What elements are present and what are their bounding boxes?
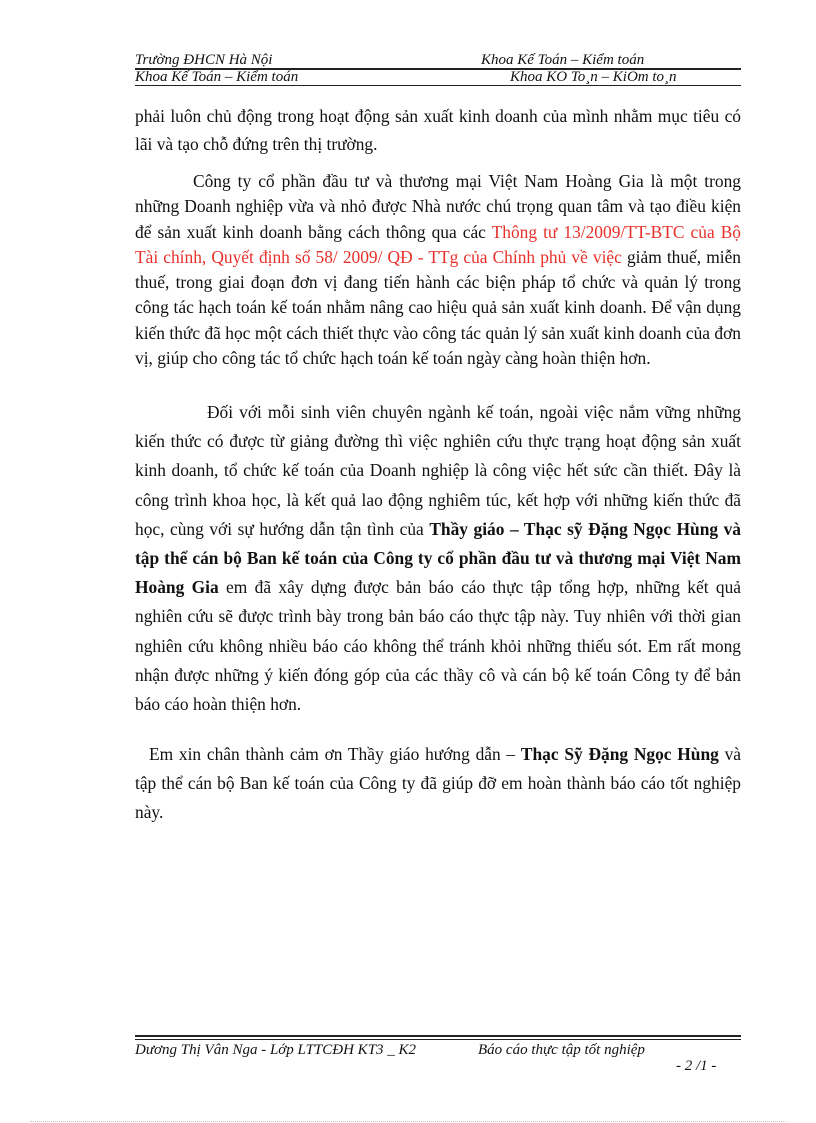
header-school: Trường ĐHCN Hà Nội: [135, 52, 273, 68]
paragraph-3-text-b: em đã xây dựng được bản báo cáo thực tập tổng hợp, những kết quả nghiên cứu sẽ được trình bày trong bản báo cáo thực tập này. Tuy nhiên với thời gian nghiên cứu không nhiều báo cáo không thể tránh khỏi những thiếu sót. Em rất mong nhận được những ý kiến đóng góp của các thầy cô và cán bộ kế toán Công ty để bản báo cáo hoàn thiện hơn.: [135, 577, 742, 715]
advisor-name: Thạc Sỹ Đặng Ngọc Hùng: [520, 744, 719, 764]
header-department: Khoa Kế Toán – Kiểm toán: [481, 52, 645, 68]
header-department-right: Khoa KÕ To¸n – KiÓm to¸n: [510, 69, 677, 85]
page-edge-dotted: [30, 1121, 786, 1122]
paragraph-2: [135, 169, 741, 371]
paragraph-2-text-a: Công ty cổ phần đầu tư và thương mại Việt Nam Hoàng Gia là một trong những Doanh nghiệp vừa và nhỏ được Nhà nước chú trọng quan tâm và tạo điều kiện để sản xuất kinh doanh bằng cách thông qua các: [135, 171, 741, 242]
advisor-credit: Thầy giáo – Thạc sỹ Đặng Ngọc Hùng và tập thể cán bộ Ban kế toán của Công ty cổ phần đầu tư và thương mại Việt Nam Hoàng Gia: [135, 518, 742, 598]
paragraph-3-text-a: Đối với mỗi sinh viên chuyên ngành kế toán, ngoài việc nắm vững những kiến thức có được từ giảng đường thì việc nghiên cứu thực trạng hoạt động sản xuất kinh doanh, tổ chức kế toán của Doanh nghiệp là công việc hết sức cần thiết. Đây là công trình khoa học, là kết quả lao động nghiêm túc, kết hợp với những kiến thức đã học, cùng với sự hướng dẫn tận tình của: [135, 402, 741, 539]
paragraph-1: phải luôn chủ động trong hoạt động sản xuất kinh doanh của mình nhằm mục tiêu có lãi và tạo chỗ đứng trên thị trường.: [135, 106, 741, 154]
paragraph-2-text-b: giảm thuế, miễn thuế, trong giai đoạn đơn vị đang tiến hành các biện pháp tổ chức và quản lý trong công tác hạch toán kế toán nhằm nâng cao hiệu quả sản xuất kinh doanh. Để vận dụng kiến thức đã học một cách thiết thực vào công tác quản lý sản xuất kinh doanh của đơn vị, giúp cho công tác tổ chức hạch toán kế toán ngày càng hoàn thiện hơn.: [135, 246, 741, 369]
footer-rule-bottom: [135, 1039, 741, 1040]
regulation-reference: Thông tư 13/2009/TT-BTC của Bộ Tài chính, Quyết định số 58/ 2009/ QĐ - TTg của Chính phủ về việc: [135, 221, 742, 267]
header-department-left: Khoa Kế Toán – Kiểm toán: [135, 69, 299, 85]
header-rule-bottom: [135, 85, 741, 86]
footer-report-title: Báo cáo thực tập tốt nghiệp: [478, 1042, 645, 1058]
footer-author: Dương Thị Vân Nga - Lớp LTTCĐH KT3 _ K2: [135, 1042, 417, 1058]
paragraph-4: [135, 740, 741, 827]
page-number: - 2 /1 -: [676, 1058, 717, 1074]
footer-rule-top: [135, 1035, 741, 1037]
paragraph-4-text-a: Em xin chân thành cảm ơn Thầy giáo hướng dẫn –: [149, 744, 521, 764]
paragraph-4-text-b: và tập thể cán bộ Ban kế toán của Công ty đã giúp đỡ em hoàn thành báo cáo tốt nghiệp này.: [135, 744, 741, 822]
paragraph-3: [135, 398, 741, 719]
